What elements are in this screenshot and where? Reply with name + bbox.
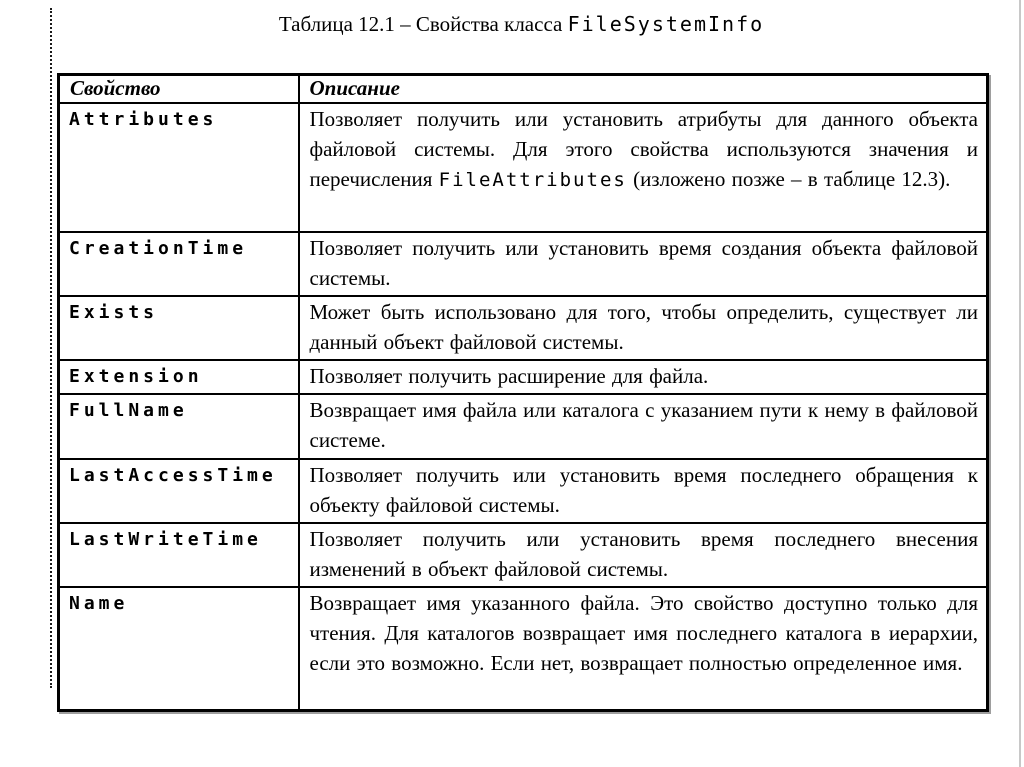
table-caption-class-name: FileSystemInfo [567, 12, 765, 36]
description-cell [299, 103, 988, 232]
slide-left-edge-guide [50, 8, 52, 688]
table-row [59, 394, 988, 459]
property-cell: FullName [59, 394, 299, 459]
property-cell: Extension [59, 360, 299, 394]
header-row [59, 75, 988, 104]
slide-right-edge [1019, 0, 1021, 767]
description-cell: Позволяет получить или установить время создания объекта файловой системы. [299, 232, 988, 296]
table-caption-text: Таблица 12.1 – Свойства класса [278, 12, 568, 36]
column-header-property: Свойство [59, 75, 299, 104]
table-caption [57, 12, 986, 37]
table-row [59, 360, 988, 394]
table-row [59, 459, 988, 523]
description-text: (изложено позже – в таблице 12.3). [626, 167, 951, 191]
property-cell: LastAccessTime [59, 459, 299, 523]
description-cell: Позволяет получить расширение для файла. [299, 360, 988, 394]
column-header-description: Описание [299, 75, 988, 104]
description-cell: Может быть использовано для того, чтобы определить, существует ли данный объект файловой системы. [299, 296, 988, 360]
description-cell: Позволяет получить или установить время последнего внесения изменений в объект файловой системы. [299, 523, 988, 587]
table-row [59, 232, 988, 296]
description-cell: Возвращает имя указанного файла. Это свойство доступно только для чтения. Для каталогов возвращает имя последнего каталога в иерархии, если это возможно. Если нет, возвращает полностью определенное имя. [299, 587, 988, 711]
description-code: FileAttributes [438, 169, 627, 191]
table-row [59, 587, 988, 711]
property-cell: Attributes [59, 103, 299, 232]
description-text: Позволяет получить или установить атрибуты для данного объекта файловой системы. Для этого свойства используются значения и перечисления [309, 107, 978, 191]
property-cell: Name [59, 587, 299, 711]
table-row [59, 103, 988, 232]
description-cell: Возвращает имя файла или каталога с указанием пути к нему в файловой системе. [299, 394, 988, 459]
description-cell: Позволяет получить или установить время последнего обращения к объекту файловой системы. [299, 459, 988, 523]
property-cell: LastWriteTime [59, 523, 299, 587]
table-row [59, 523, 988, 587]
table-row [59, 296, 988, 360]
properties-table [57, 73, 989, 712]
property-cell: CreationTime [59, 232, 299, 296]
property-cell: Exists [59, 296, 299, 360]
